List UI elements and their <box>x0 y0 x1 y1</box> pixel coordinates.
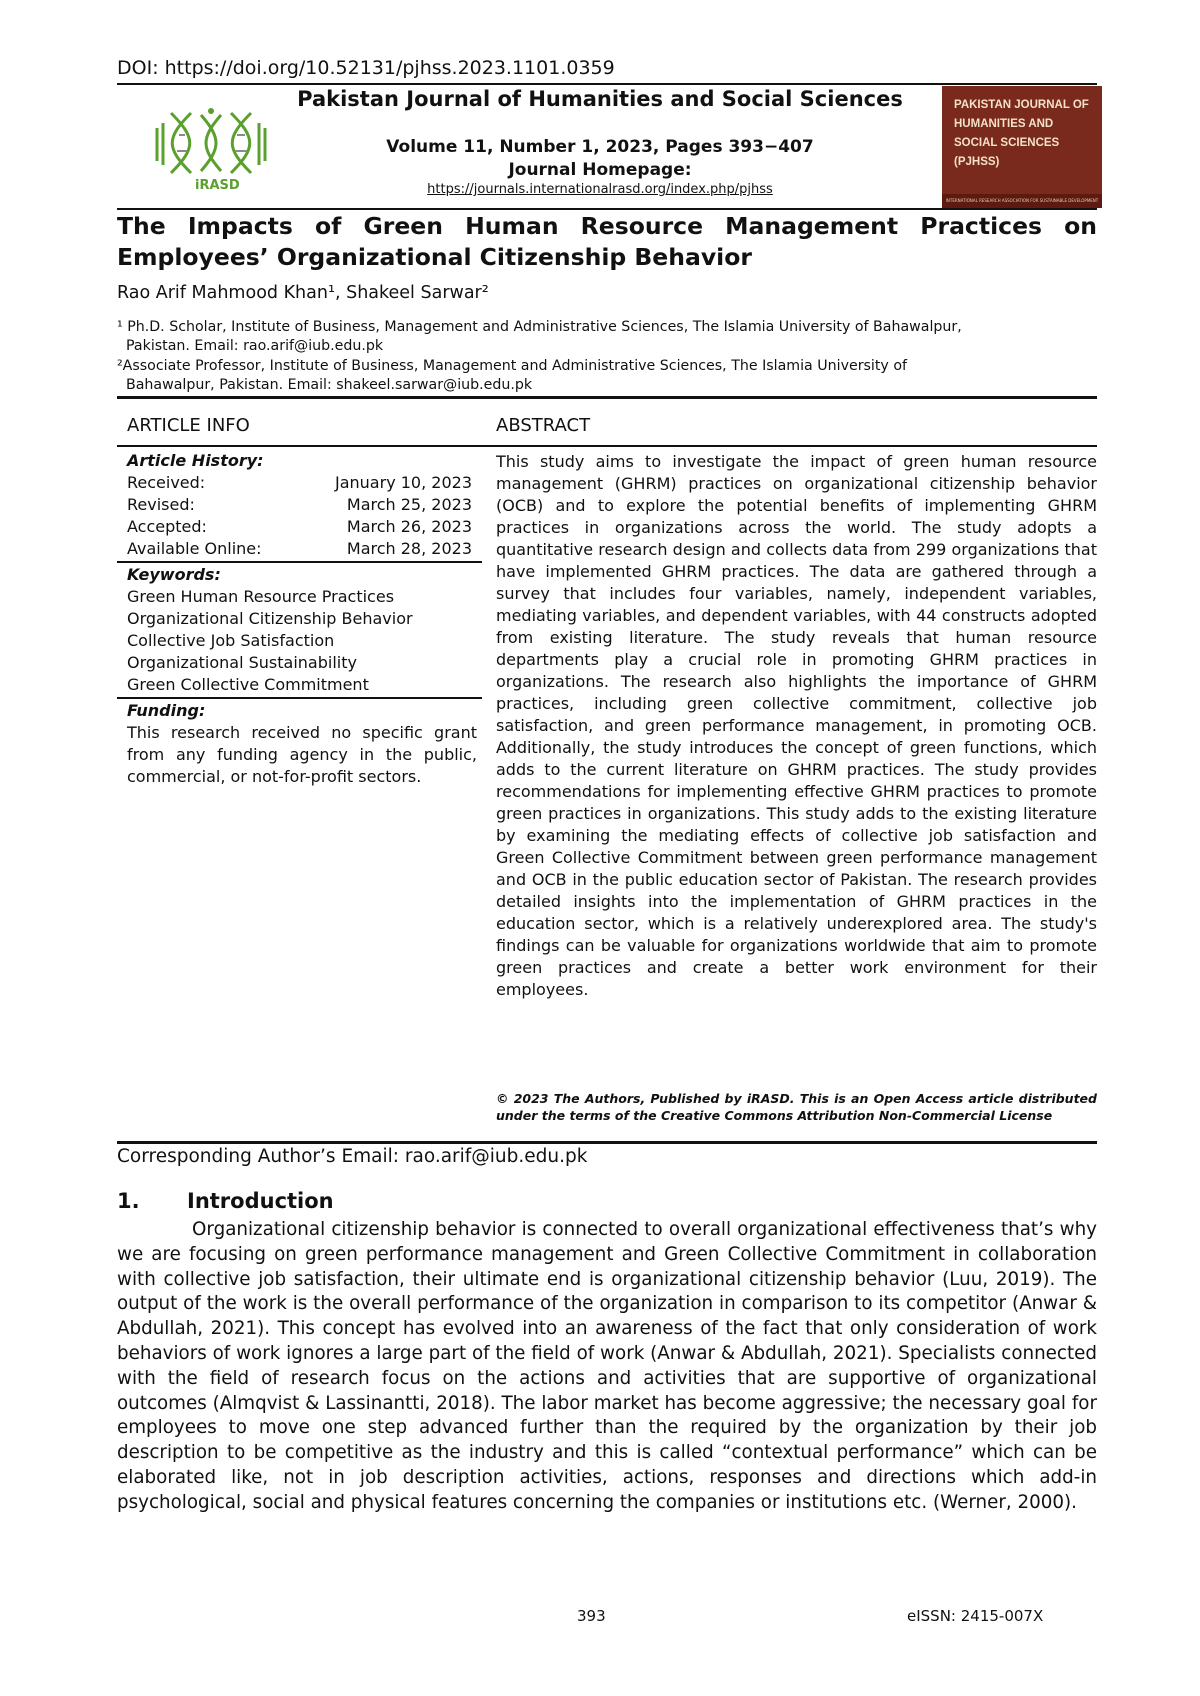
funding-text: This research received no specific grant from any funding agency in the public, commercial, or not-for-profit sectors. <box>127 723 477 786</box>
header-bottom-rule <box>117 208 1097 210</box>
history-available-online: Available Online: March 28, 2023 <box>127 539 472 558</box>
journal-name: Pakistan Journal of Humanities and Social Sciences <box>297 87 903 111</box>
homepage-link[interactable]: https://journals.internationalrasd.org/index.php/pjhss <box>427 182 773 197</box>
logo-text: iRASD <box>195 178 240 193</box>
section-heading-introduction <box>117 1189 334 1213</box>
introduction-paragraph: Organizational citizenship behavior is connected to overall organizational effectiveness that’s why we are focusing on green performance management and Green Collective Commitment in collaboration with collective job satisfaction, their ultimate end is organizational citizenship behavior (Luu, 2019). The output of the work is the overall performance of the organization in comparison to its competitor (Anwar & Abdullah, 2021). This concept has evolved into an awareness of the fact that only consideration of work behaviors of work ignores a large part of the field of work (Anwar & Abdullah, 2021). Specialists connected with the field of research focus on the actions and activities that are supportive of organizational outcomes (Almqvist & Lassinantti, 2018). The labor market has become aggressive; the necessary goal for employees to move one step advanced further than the required by the organization by their job description to be competitive as the industry and this is called “contextual performance” which can be elaborated like, not in job description activities, actions, responses and directions which add-in psychological, social and physical features concerning the companies or institutions etc. (Werner, 2000). <box>117 1219 1097 1513</box>
section-number: 1. <box>117 1189 140 1213</box>
author-list: Rao Arif Mahmood Khan¹, Shakeel Sarwar² <box>117 283 489 303</box>
abstract-text: This study aims to investigate the impact of green human resource management (GHRM) practices on organizational citizenship behavior (OCB) and to explore the potential benefits of implementing GHRM practices in organizations across the world. The study adopts a quantitative research design and collects data from 299 organizations that have implemented GHRM practices. The data are gathered through a survey that includes four variables, namely, independent variables, mediating variables, and dependent variables, with 44 constructs adopted from existing literature. The study reveals that human resource departments play a crucial role in promoting GHRM practices in organizations. The research also highlights the importance of GHRM practices, including green collective commitment, collective job satisfaction, and green performance management, in promoting OCB. Additionally, the study introduces the concept of green functions, which adds to the current literature on GHRM practices. The study provides recommendations for implementing effective GHRM practices to promote green practices in organizations. This study adds to the existing literature by examining the mediating effects of collective job satisfaction and Green Collective Commitment between green performance management and OCB in the public education sector of Pakistan. The research provides detailed insights into the implementation of GHRM practices in the education sector, which is a relatively underexplored area. The study's findings can be valuable for organizations worldwide that aim to promote green practices and create a better work environment for their employees. <box>496 452 1097 999</box>
abstract-heading: ABSTRACT <box>496 415 591 436</box>
article-info-heading: ARTICLE INFO <box>127 415 250 436</box>
funding-rule <box>117 697 482 699</box>
page-number: 393 <box>577 1607 606 1625</box>
article-title: The Impacts of Green Human Resource Management Practices on Employees’ Organizational Citizenship Behavior <box>117 212 1097 271</box>
history-accepted: Accepted: March 26, 2023 <box>127 517 472 536</box>
header-top-rule <box>117 83 1097 85</box>
history-received: Received: January 10, 2023 <box>127 473 472 492</box>
corresponding-author: Corresponding Author’s Email: rao.arif@iub.edu.pk <box>117 1146 588 1167</box>
doi-line[interactable]: DOI: https://doi.org/10.52131/pjhss.2023.1101.0359 <box>117 57 615 79</box>
keyword-item: Organizational Citizenship Behavior <box>127 609 413 628</box>
keywords-block <box>127 564 472 696</box>
cover-title: PAKISTAN JOURNAL OF HUMANITIES AND SOCIAL SCIENCES (PJHSS) <box>954 99 1089 168</box>
affiliation-2-line1: ²Associate Professor, Institute of Business, Management and Administrative Sciences, The Islamia University of <box>117 358 908 374</box>
keyword-item: Organizational Sustainability <box>127 653 357 672</box>
history-label: Article History: <box>127 451 264 470</box>
paper-page <box>117 0 1097 1696</box>
article-history <box>127 450 472 560</box>
funding-label: Funding: <box>127 701 206 720</box>
affiliation-2 <box>117 357 1097 395</box>
keyword-item: Green Human Resource Practices <box>127 587 395 606</box>
keyword-item: Green Collective Commitment <box>127 675 369 694</box>
section-title: Introduction <box>187 1189 334 1213</box>
keywords-rule <box>117 561 482 563</box>
journal-cover-image <box>942 86 1102 208</box>
affiliation-1-line2: Pakistan. Email: rao.arif@iub.edu.pk <box>126 338 384 354</box>
homepage-label: Journal Homepage: <box>508 160 692 180</box>
affiliation-2-line2: Bahawalpur, Pakistan. Email: shakeel.sarwar@iub.edu.pk <box>126 377 533 393</box>
affiliation-1 <box>117 318 1097 356</box>
funding-block <box>127 700 477 788</box>
info-top-rule <box>117 396 1097 399</box>
history-revised: Revised: March 25, 2023 <box>127 495 472 514</box>
volume-info: Volume 11, Number 1, 2023, Pages 393−407 <box>386 137 814 157</box>
cover-bottom-text: INTERNATIONAL RESEARCH ASSOCIATION FOR SUSTAINABLE DEVELOPMENT <box>942 194 1102 208</box>
keywords-label: Keywords: <box>127 565 221 584</box>
info-heading-rule <box>117 445 1097 447</box>
eissn: eISSN: 2415-007X <box>907 1607 1044 1625</box>
affiliation-1-line1: ¹ Ph.D. Scholar, Institute of Business, Management and Administrative Sciences, The Islamia University of Bahawalpur, <box>117 319 962 335</box>
info-bottom-rule <box>117 1141 1097 1144</box>
keyword-item: Collective Job Satisfaction <box>127 631 335 650</box>
license-note: © 2023 The Authors, Published by iRASD. This is an Open Access article distributed under the terms of the Creative Commons Attribution Non-Commercial License <box>496 1091 1097 1123</box>
